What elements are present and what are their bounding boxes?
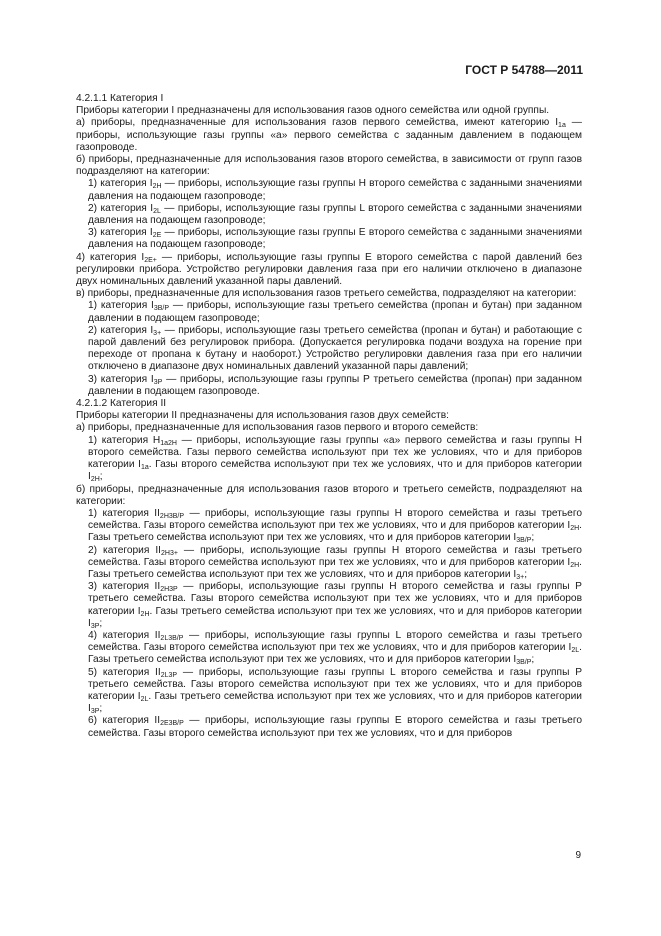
section-heading-4-2-1-2: 4.2.1.2 Категория II [76, 398, 167, 410]
list-item: 4) категория $I_{2E+}$ — приборы, использующие газы группы Е второго семейства с парой давлений без регулировки прибора. Устройство регулировки давления газа при его наличии отключено в диапазоне двух номинальных давлений указанной пары давлений. [76, 251, 582, 288]
list-item: б) приборы, предназначенные для использования газов второго и третьего семейств, подразделяют на категории: [76, 483, 582, 507]
list-item: а) приборы, предназначенные для использования газов первого семейства, имеют категорию $I_{1a}$ — приборы, использующие газы группы «а» первого семейства с заданным давлением в подающем газопроводе. [76, 117, 582, 153]
list-item: 4) категория $II_{2L3B/P}$ — приборы, использующие газы группы L второго семейства и газы третьего семейства. Газы второго семейства используют при тех же условиях, что и для приборов категории $I_{2L}$. Газы третьего семейства используют при тех же условиях, что и для приборов категории $I_{3B/P}$; [88, 629, 582, 667]
section-heading-4-2-1-1: 4.2.1.1 Категория I [76, 93, 164, 104]
list-item: 2) категория $I_{2L}$ — приборы, использующие газы группы L второго семейства с заданными значениями давления на подающем газопроводе; [88, 202, 582, 227]
list-item: 5) категория $II_{2L3P}$ — приборы, использующие газы группы L второго семейства и газы группы Р третьего семейства. Газы второго семейства используют при тех же условиях, что и для приборов категории $I_{2L}$. Газы третьего семейства используют при тех же условиях, что и для приборов категории $I_{3P}$; [88, 666, 582, 716]
list-item: 1) категория $II_{2H3B/P}$ — приборы, использующие газы группы Н второго семейства и газы третьего семейства. Газы второго семейства используют при тех же условиях, что и для приборов категории $I_{2H}$. Газы третьего семейства используют при тех же условиях, что и для приборов категории $I_{3B/P}$; [88, 507, 582, 545]
document-body [76, 93, 582, 740]
list-item: 6) категория $II_{2E3B/P}$ — приборы, использующие газы группы Е второго семейства и газы третьего семейства. Газы второго семейства используют при тех же условиях, что и для приборов [88, 715, 582, 739]
list-item: 1) категория $H_{1a2H}$ — приборы, использующие газы группы «а» первого семейства и газы группы Н второго семейства. Газы первого семейства используют при тех же условиях, что и для приборов категории $I_{1a}$. Газы второго семейства используют при тех же условиях, что и для приборов категории $I_{2H}$; [88, 434, 583, 484]
list-item: 1) категория $I_{3B/P}$ — приборы, использующие газы третьего семейства (пропан и бутан) при заданном давлении в подающем газопроводе; [88, 300, 582, 324]
list-item: 3) категория $II_{2H3P}$ — приборы, использующие газы группы Н второго семейства и газы группы Р третьего семейства. Газы второго семейства используют при тех же условиях, что и для приборов категории $I_{2H}$. Газы третьего семейства используют при тех же условиях, что и для приборов категории $I_{3P}$; [88, 581, 582, 630]
list-item: 2) категория $I_{3+}$ — приборы, использующие газы третьего семейства (пропан и бутан) и работающие с парой давлений без регулировок прибора. (Допускается регулировка подачи воздуха на горение при переходе от пропана к бутану и наоборот.) Устройство регулировки давления газа при его наличии отключено в диапазоне двух номинальных давлений указанной пары давлений; [88, 324, 583, 373]
list-item: 2) категория $II_{2H3+}$ — приборы, использующие газы группы Н второго семейства и газы третьего семейства. Газы второго семейства используют при тех же условиях, что и для приборов категории $I_{2H}$. Газы третьего семейства используют при тех же условиях, что и для приборов категории $I_{3+}$; [88, 544, 582, 581]
list-item: 3) категория $I_{2E}$ — приборы, использующие газы группы Е второго семейства с заданными значениями давления на подающем газопроводе; [88, 227, 583, 251]
page-number: 9 [575, 850, 581, 861]
paragraph: Приборы категории I предназначены для использования газов одного семейства или одной группы. [76, 105, 550, 117]
list-item: 3) категория $I_{3P}$ — приборы, использующие газы группы Р третьего семейства (пропан) при заданном давлении в подающем газопроводе. [88, 373, 582, 397]
list-item: в) приборы, предназначенные для использования газов третьего семейства, подразделяют на категории: [76, 288, 577, 300]
list-item: а) приборы, предназначенные для использования газов первого и второго семейств: [76, 422, 479, 434]
document-header: ГОСТ Р 54788—2011 [465, 63, 583, 77]
paragraph: Приборы категории II предназначены для использования газов двух семейств: [76, 410, 449, 422]
list-item: 1) категория $I_{2H}$ — приборы, использующие газы группы Н второго семейства с заданными значениями давления на подающем газопроводе; [88, 178, 583, 202]
list-item: б) приборы, предназначенные для использования газов второго семейства, в зависимости от групп газов подразделяют на категории: [76, 154, 582, 178]
